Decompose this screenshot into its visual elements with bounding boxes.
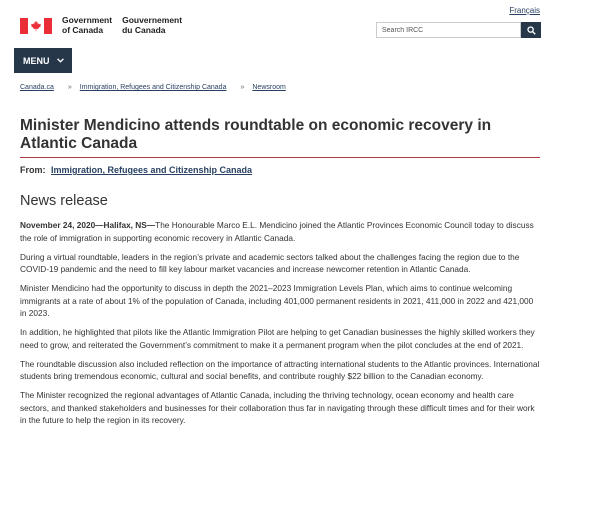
- breadcrumb-ircc[interactable]: Immigration, Refugees and Citizenship Canada: [79, 84, 227, 91]
- wordmark-en-line1: Government: [62, 15, 113, 25]
- menu-button[interactable]: [14, 48, 72, 73]
- dateline: November 24, 2020—Halifax, NS—: [20, 220, 156, 230]
- page-title: Minister Mendicino attends roundtable on economic recovery in Atlantic Canada: [20, 117, 492, 152]
- article-body: [20, 219, 540, 434]
- wordmark-en-line2: of Canada: [62, 24, 104, 35]
- from-department-link[interactable]: Immigration, Refugees and Citizenship Canada: [51, 165, 253, 175]
- from-label: From:: [20, 165, 46, 175]
- title-divider: [20, 157, 540, 158]
- article-paragraph: During a virtual roundtable, leaders in the region’s private and academic sectors talked about the challenges facing the region due to the COVID-19 pandemic and the need to fill key labour market vacancies and increase newcomer retention in Atlantic Canada.: [20, 251, 520, 275]
- canada-flag-icon: [20, 18, 52, 34]
- search-icon: [527, 26, 536, 35]
- paragraph-text: The Honourable Marco E.L. Mendicino joined the Atlantic Provinces Economic Council today to discuss the role of immigration in supporting economic recovery in Atlantic Canada.: [20, 220, 534, 243]
- breadcrumb-separator: »: [240, 84, 245, 91]
- breadcrumb-separator: »: [67, 84, 72, 91]
- menu-label: MENU: [23, 55, 50, 66]
- article-paragraph: In addition, he highlighted that pilots like the Atlantic Immigration Pilot are helping to get Canadian businesses the highly skilled workers they need to grow, and reiterated the Government’s commitment to make it a permanent program when the pilot concludes at the end of 2021.: [20, 327, 535, 350]
- breadcrumb-canada-ca[interactable]: Canada.ca: [20, 84, 54, 91]
- government-of-canada-wordmark[interactable]: [20, 16, 192, 35]
- search-button[interactable]: [521, 22, 541, 38]
- article-paragraph: The Minister recognized the regional advantages of Atlantic Canada, including the thriving technology, ocean economy and health care sectors, and thanked stakeholders and businesses for their collaboration thus far in navigating through these difficult times and for their work in the future to help the region in its recovery.: [20, 390, 535, 426]
- wordmark-french: [122, 16, 182, 35]
- search-form: [376, 22, 541, 38]
- article-paragraph: Minister Mendicino had the opportunity to discuss in depth the 2021–2023 Immigration Levels Plan, which aims to continue welcoming immigrants at a rate of about 1% of the population of Canada, including 401,000 permanent residents in 2021, 411,000 in 2022 and 421,000 in 2023.: [20, 283, 534, 319]
- breadcrumb-newsroom[interactable]: Newsroom: [252, 84, 286, 91]
- news-release-heading: News release: [20, 193, 108, 209]
- search-input[interactable]: [376, 22, 521, 38]
- site-header: [20, 16, 541, 38]
- wordmark-fr-line1: Gouvernement: [122, 15, 183, 25]
- chevron-down-icon: [57, 58, 64, 63]
- article-paragraph: [20, 219, 540, 244]
- from-line: [20, 165, 252, 175]
- wordmark-english: [62, 16, 112, 35]
- article-paragraph: The roundtable discussion also included reflection on the importance of attracting international students to the Atlantic provinces. International students bring tremendous economic, cultural and social benefits, and contribute roughly $22 billion to the Canadian economy.: [20, 358, 540, 382]
- language-toggle-link[interactable]: Français: [509, 6, 540, 15]
- wordmark-fr-line2: du Canada: [122, 24, 166, 35]
- breadcrumb: [20, 84, 286, 91]
